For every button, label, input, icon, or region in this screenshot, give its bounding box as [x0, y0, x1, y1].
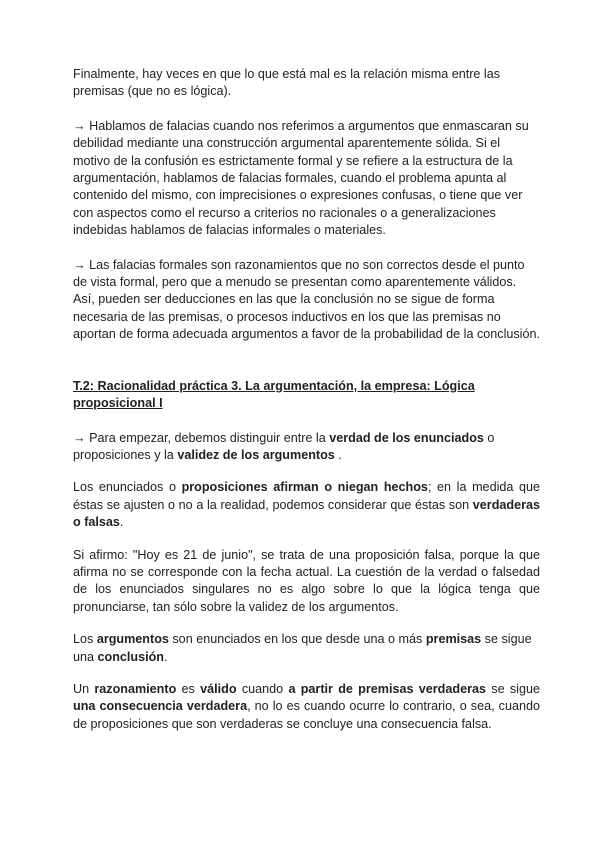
- bold-valido: válido: [200, 681, 237, 696]
- text: Los enunciados o: [73, 480, 182, 495]
- bold-consecuencia-verdadera: una consecuencia verdadera: [73, 699, 248, 714]
- bold-premisas-verdaderas: a partir de premisas verdaderas: [288, 681, 486, 696]
- bold-proposiciones-hechos: proposiciones afirman o niegan hechos: [181, 480, 428, 495]
- text: se sigue: [486, 681, 540, 696]
- text: Un: [73, 681, 95, 696]
- paragraph-ejemplo-fecha: Si afirmo: "Hoy es 21 de junio", se trata de una proposición falsa, porque la que afirma no se corresponde con la fecha actual. La cuestión de la verdad o falsedad de los enunciados singulares no es algo sobre lo que la lógica tenga que pronunciarse, tan sólo sobre la validez de los argumentos.: [73, 547, 540, 614]
- text: o proposiciones y la: [73, 430, 495, 462]
- paragraph-enunciados: [73, 479, 540, 531]
- bold-verdaderas-falsas: verdaderas o falsas: [73, 497, 540, 530]
- text: son enunciados en los que desde una o más: [168, 632, 426, 647]
- text: .: [119, 515, 124, 530]
- text: cuando: [236, 681, 289, 696]
- text: Los: [73, 632, 97, 647]
- bold-premisas: premisas: [425, 632, 482, 647]
- text: .: [164, 649, 168, 664]
- bold-verdad-enunciados: verdad de los enunciados: [329, 430, 484, 445]
- paragraph-argumentos: [73, 631, 540, 666]
- text: se sigue una: [73, 632, 532, 664]
- paragraph-falacias-formales: → Las falacias formales son razonamientos que no son correctos desde el punto de vista formal, pero que a menudo se presentan como aparentemente válidos. Así, pueden ser deducciones en las que la conclusión no se sigue de forma necesaria de las premisas, o procesos inductivos en los que las premisas no aportan de forma adecuada argumentos a favor de la probabilidad de la conclusión.: [73, 257, 540, 342]
- section-title: T.2: Racionalidad práctica 3. La argumentación, la empresa: Lógica proposicional I: [73, 378, 475, 411]
- text: es: [176, 681, 201, 696]
- bold-validez-argumentos: validez de los argumentos: [177, 447, 335, 462]
- text: , no lo es cuando ocurre lo contrario, o sea, cuando de proposiciones que son verdaderas se concluye una consecuencia falsa.: [73, 699, 540, 731]
- text: ; en la medida que éstas se ajusten o no a la realidad, podemos considerar que éstas son: [73, 480, 540, 512]
- paragraph-razonamiento: [73, 681, 540, 733]
- bold-argumentos: argumentos: [96, 632, 169, 647]
- paragraph-falacias-definicion: → Hablamos de falacias cuando nos referimos a argumentos que enmascaran su debilidad mediante una construcción argumental aparentemente sólida. Si el motivo de la confusión es estrictamente formal y se refiere a la estructura de la argumentación, hablamos de falacias formales, cuando el problema apunta al contenido del mismo, con imprecisiones o expresiones confusas, o tiene que ver con aspectos como el recurso a criterios no racionales o a generalizaciones indebidas hablamos de falacias informales o materiales.: [73, 118, 529, 238]
- bold-conclusion: conclusión: [97, 649, 164, 664]
- paragraph-para-empezar: [73, 430, 540, 465]
- paragraph-relacion-premisas: Finalmente, hay veces en que lo que está mal es la relación misma entre las premisas (que no es lógica).: [73, 67, 501, 99]
- text: → Para empezar, debemos distinguir entre la: [73, 430, 330, 445]
- bold-razonamiento: razonamiento: [94, 681, 177, 696]
- text: .: [334, 447, 342, 462]
